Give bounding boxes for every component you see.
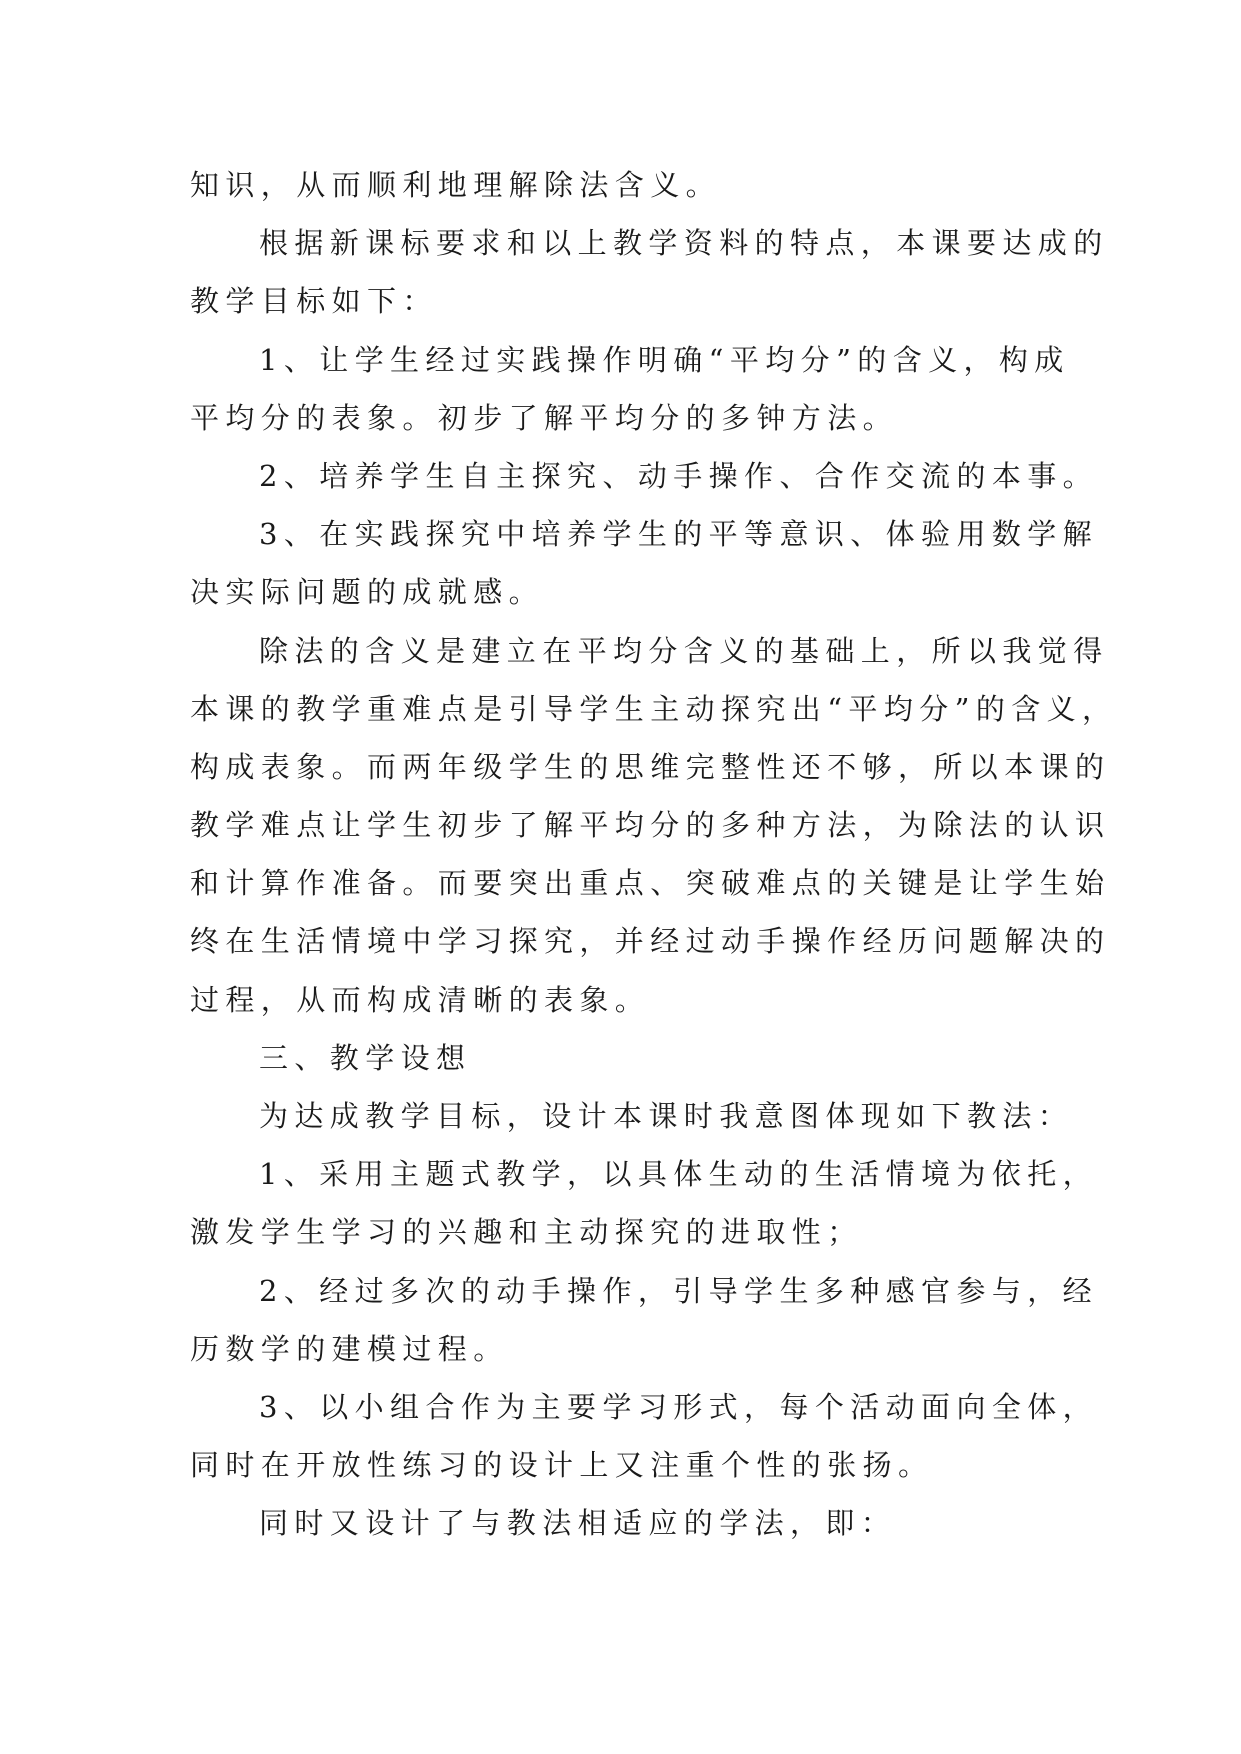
text-line: 教学目标如下：	[190, 284, 438, 319]
text-line: 本课的教学重难点是引导学生主动探究出“平均分”的含义，	[190, 691, 1118, 726]
text-line: 决实际问题的成就感。	[190, 575, 545, 610]
text-line: 1、让学生经过实践操作明确“平均分”的含义，构成	[259, 342, 1070, 377]
text-line: 终在生活情境中学习探究，并经过动手操作经历问题解决的	[190, 924, 1111, 959]
text-line: 教学难点让学生初步了解平均分的多种方法，为除法的认识	[190, 808, 1111, 843]
text-line: 构成表象。而两年级学生的思维完整性还不够，所以本课的	[190, 749, 1111, 784]
text-line: 平均分的表象。初步了解平均分的多钟方法。	[190, 400, 899, 435]
text-line: 过程，从而构成清晰的表象。	[190, 982, 651, 1017]
section-heading: 三、教学设想	[259, 1040, 472, 1075]
text-line: 根据新课标要求和以上教学资料的特点，本课要达成的	[259, 226, 1109, 261]
text-line: 2、经过多次的动手操作，引导学生多种感官参与，经	[259, 1273, 1099, 1308]
text-line: 3、以小组合作为主要学习形式，每个活动面向全体，	[259, 1389, 1099, 1424]
text-line: 历数学的建模过程。	[190, 1331, 509, 1366]
text-line: 同时在开放性练习的设计上又注重个性的张扬。	[190, 1448, 934, 1483]
text-line: 同时又设计了与教法相适应的学法，即：	[259, 1506, 897, 1541]
text-line: 除法的含义是建立在平均分含义的基础上，所以我觉得	[259, 633, 1109, 668]
text-line: 激发学生学习的兴趣和主动探究的进取性；	[190, 1215, 863, 1250]
text-line: 为达成教学目标，设计本课时我意图体现如下教法：	[259, 1099, 1074, 1133]
text-line: 知识，从而顺利地理解除法含义。	[190, 168, 722, 202]
document-body	[190, 156, 1118, 1553]
text-line: 1、采用主题式教学，以具体生动的生活情境为依托，	[259, 1157, 1099, 1192]
text-line: 2、培养学生自主探究、动手操作、合作交流的本事。	[259, 458, 1099, 493]
text-line: 3、在实践探究中培养学生的平等意识、体验用数学解	[259, 517, 1099, 552]
text-line: 和计算作准备。而要突出重点、突破难点的关键是让学生始	[190, 866, 1111, 901]
